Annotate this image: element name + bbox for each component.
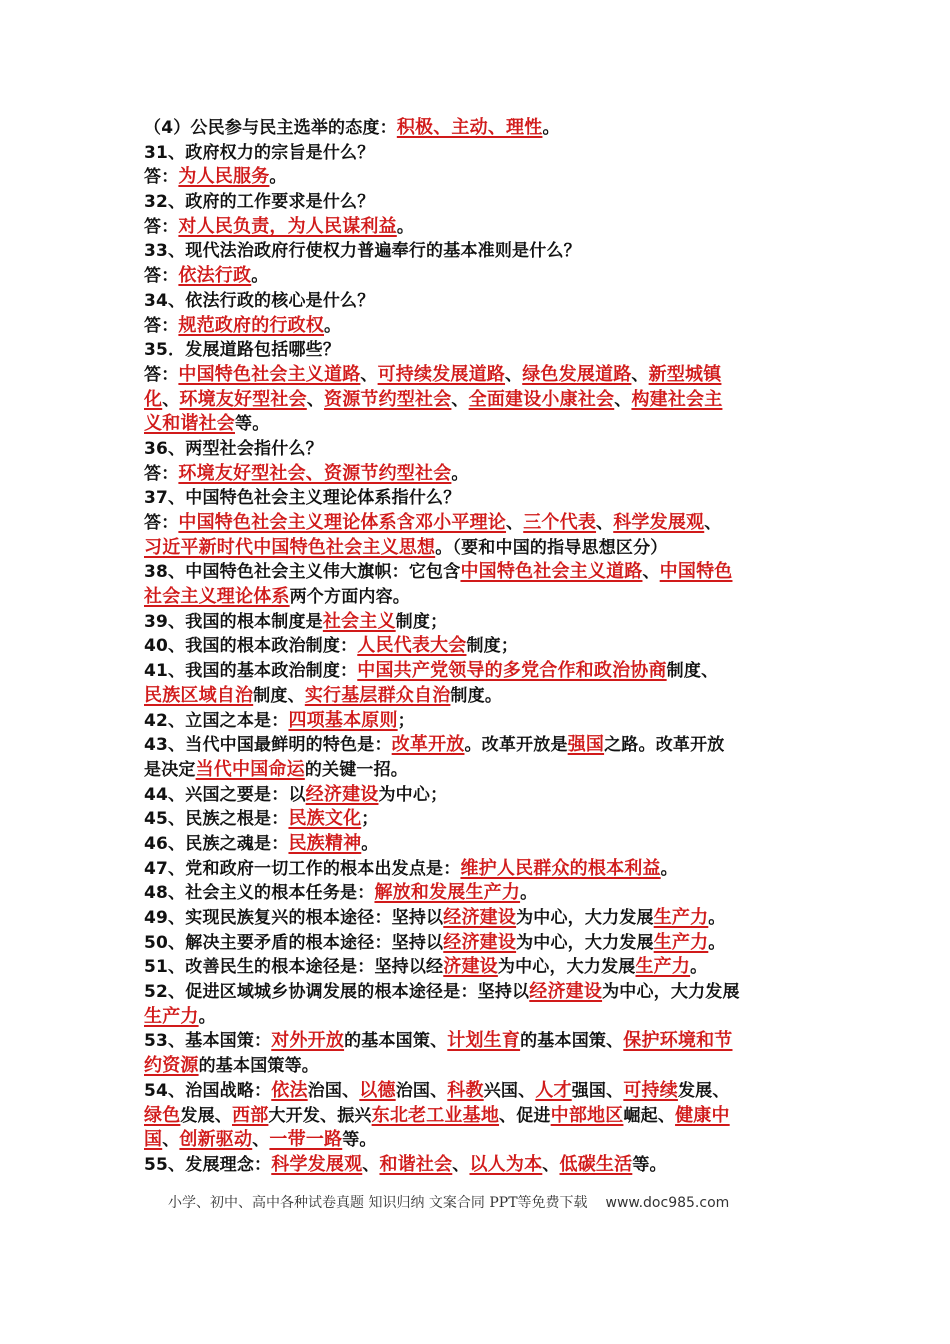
text-line <box>144 931 824 956</box>
text-line <box>144 832 824 857</box>
plain-text: 的基本国策等。 <box>198 1056 320 1077</box>
footer-text: 小学、初中、高中各种试卷真题 知识归纳 文案合同 PPT等免费下载 <box>168 1195 588 1211</box>
answer-text: 国 <box>144 1129 163 1151</box>
plain-text: 、 <box>306 389 325 410</box>
answer-text: 规范政府的行政权 <box>178 314 325 336</box>
plain-text: 。 <box>396 216 415 237</box>
answer-text: 以德 <box>359 1079 396 1101</box>
answer-text: 中国特色社会主义道路 <box>178 363 361 385</box>
plain-text: 答： <box>144 266 179 287</box>
text-line <box>144 363 824 388</box>
plain-text: 。 <box>198 1006 216 1027</box>
page-footer <box>168 1192 729 1212</box>
plain-text: 、 <box>642 562 660 583</box>
text-line <box>144 165 824 190</box>
answer-text: 依法行政 <box>178 265 252 287</box>
answer-text: 四项基本原则 <box>288 709 398 731</box>
plain-text: 、 <box>451 389 469 410</box>
answer-text: 东北老工业基地 <box>371 1104 500 1126</box>
answer-text: 经济建设 <box>305 783 379 805</box>
answer-text: 中部地区 <box>550 1104 624 1126</box>
plain-text: ； <box>397 710 415 731</box>
answer-text: 实行基层群众自治 <box>304 684 451 706</box>
plain-text: 、 <box>596 513 614 533</box>
plain-text: 、 <box>362 1154 380 1175</box>
plain-text: 制度、 <box>253 685 305 706</box>
plain-text: 35．发展道路包括哪些？ <box>144 340 341 361</box>
text-line <box>144 1104 824 1129</box>
plain-text: 、 <box>614 389 632 410</box>
plain-text: 32、政府的工作要求是什么？ <box>144 192 375 213</box>
text-line <box>144 239 824 264</box>
footer-site: www.doc985.com <box>605 1195 730 1211</box>
answer-text: 低碳生活 <box>559 1153 633 1175</box>
plain-text: ； <box>361 809 379 830</box>
plain-text: 等。 <box>342 1130 377 1151</box>
answer-text: 经济建设 <box>443 931 517 953</box>
answer-text: 全面建设小康社会 <box>468 388 615 410</box>
plain-text: 。 <box>269 167 287 188</box>
plain-text: 。 <box>708 908 726 928</box>
text-line <box>144 585 824 610</box>
plain-text: 答： <box>144 513 179 533</box>
plain-text: 52、促进区域城乡协调发展的根本途径是：坚持以 <box>144 982 530 1003</box>
plain-text: 、 <box>252 1130 270 1151</box>
plain-text: 发展、 <box>180 1105 233 1126</box>
plain-text: 、促进 <box>499 1105 551 1126</box>
answer-text: 计划生育 <box>447 1030 521 1052</box>
plain-text: 43、当代中国最鲜明的特色是： <box>144 735 392 756</box>
plain-text: 。 <box>251 266 269 287</box>
plain-text: 。 <box>324 315 342 336</box>
text-line <box>144 486 824 511</box>
plain-text: 的基本国策、 <box>344 1031 448 1052</box>
text-line <box>144 1029 824 1054</box>
answer-text: 中国共产党领导的多党合作和政治协商 <box>357 660 667 682</box>
answer-text: 社会主义理论体系 <box>144 586 290 608</box>
text-line <box>144 190 824 215</box>
answer-text: 中国特色 <box>659 561 733 583</box>
plain-text: 39、我国的根本制度是 <box>144 611 323 632</box>
plain-text: 为中心，大力发展 <box>516 932 654 953</box>
plain-text: 。 <box>708 932 726 953</box>
text-line <box>144 659 824 684</box>
plain-text: 为中心； <box>378 784 448 805</box>
answer-text: 解放和发展生产力 <box>374 882 521 904</box>
plain-text: 、 <box>542 1154 560 1175</box>
plain-text: 。 <box>690 957 708 978</box>
answer-text: 民族文化 <box>288 808 362 830</box>
plain-text: 53、基本国策： <box>144 1031 272 1052</box>
plain-text: 55、发展理念： <box>144 1154 272 1175</box>
plain-text: 49、实现民族复兴的根本途径：坚持以 <box>144 908 444 928</box>
plain-text: 37、中国特色社会主义理论体系指什么？ <box>144 488 461 509</box>
plain-text: 34、依法行政的核心是什么？ <box>144 290 375 311</box>
answer-text: 强国 <box>567 734 605 756</box>
plain-text: 38、中国特色社会主义伟大旗帜：它包含 <box>144 562 461 583</box>
plain-text: 为中心，大力发展 <box>602 982 740 1003</box>
plain-text: 。 <box>451 463 469 484</box>
text-line <box>144 1005 824 1030</box>
text-line <box>144 388 824 413</box>
plain-text: 33、现代法治政府行使权力普遍奉行的基本准则是什么？ <box>144 241 581 262</box>
answer-text: 约资源 <box>144 1055 199 1077</box>
text-line <box>144 536 824 561</box>
plain-text: 答： <box>144 463 179 484</box>
answer-text: 改革开放 <box>391 734 465 756</box>
text-line <box>144 634 824 659</box>
plain-text: 、 <box>506 513 524 533</box>
answer-text: 绿色发展道路 <box>522 363 632 385</box>
text-line <box>144 906 824 931</box>
answer-text: 化 <box>144 388 163 410</box>
plain-text: 崛起、 <box>623 1105 676 1126</box>
answer-text: 生产力 <box>653 931 709 953</box>
text-line <box>144 610 824 635</box>
text-line <box>144 1128 824 1153</box>
answer-text: 构建社会主 <box>631 388 723 410</box>
plain-text: 、 <box>162 1130 180 1151</box>
answer-text: 中国特色社会主义理论体系含邓小平理论 <box>178 512 507 533</box>
plain-text: 制度、 <box>666 661 719 682</box>
answer-text: 三个代表 <box>523 512 597 533</box>
text-line <box>144 955 824 980</box>
answer-text: 对人民负责，为人民谋利益 <box>178 215 397 237</box>
plain-text: 。 <box>542 118 560 138</box>
text-line <box>144 733 824 758</box>
text-line <box>144 215 824 240</box>
plain-text: 治国、 <box>307 1080 360 1101</box>
plain-text: 、 <box>505 364 523 385</box>
plain-text: 兴国、 <box>483 1080 536 1101</box>
plain-text: 答： <box>144 364 179 385</box>
plain-text: （4）公民参与民主选举的态度： <box>144 118 397 138</box>
answer-text: 中国特色社会主义道路 <box>460 561 643 583</box>
text-line <box>144 1079 824 1104</box>
document-body <box>144 116 824 1178</box>
plain-text: 两个方面内容。 <box>289 587 411 608</box>
answer-text: 生产力 <box>635 956 691 978</box>
text-line <box>144 1153 824 1178</box>
answer-text: 科学发展观 <box>613 512 705 533</box>
answer-text: 人才 <box>535 1079 572 1101</box>
plain-text: 答： <box>144 167 179 188</box>
text-line <box>144 412 824 437</box>
answer-text: 为人民服务 <box>178 166 270 188</box>
plain-text: 。（要和中国的指导思想区分） <box>435 537 668 558</box>
answer-text: 科学发展观 <box>271 1153 363 1175</box>
plain-text: 。 <box>660 858 678 879</box>
answer-text: 义和谐社会 <box>144 413 235 435</box>
answer-text: 新型城镇 <box>648 363 722 385</box>
plain-text: 、 <box>631 364 649 385</box>
plain-text: 31、政府权力的宗旨是什么？ <box>144 142 375 163</box>
text-line <box>144 314 824 339</box>
plain-text: 大开发、振兴 <box>268 1105 372 1126</box>
answer-text: 科教 <box>447 1079 484 1101</box>
plain-text: 、 <box>162 389 180 410</box>
plain-text: 50、解决主要矛盾的根本途径：坚持以 <box>144 932 444 953</box>
answer-text: 习近平新时代中国特色社会主义思想 <box>144 536 436 558</box>
text-line <box>144 684 824 709</box>
answer-text: 对外开放 <box>271 1030 345 1052</box>
plain-text: 48、社会主义的根本任务是： <box>144 883 375 904</box>
answer-text: 资源节约型社会 <box>324 388 452 410</box>
plain-text: 51、改善民生的根本途径是：坚持以经 <box>144 957 444 978</box>
text-line <box>144 141 824 166</box>
plain-text: 答： <box>144 315 179 336</box>
text-line <box>144 807 824 832</box>
answer-text: 生产力 <box>144 1005 199 1027</box>
text-line <box>144 116 824 141</box>
answer-text: 保护环境和节 <box>623 1030 733 1052</box>
plain-text: 36、两型社会指什么？ <box>144 438 323 459</box>
text-line <box>144 338 824 363</box>
answer-text: 一带一路 <box>269 1129 343 1151</box>
plain-text: 、 <box>452 1154 470 1175</box>
plain-text: 47、党和政府一切工作的根本出发点是： <box>144 858 461 879</box>
answer-text: 社会主义 <box>322 610 396 632</box>
plain-text: 制度； <box>395 611 448 632</box>
text-line <box>144 709 824 734</box>
plain-text: 、 <box>360 364 378 385</box>
plain-text: 之路。改革开放 <box>604 735 725 756</box>
answer-text: 以人为本 <box>469 1153 543 1175</box>
plain-text: 制度； <box>466 636 519 657</box>
answer-text: 生产力 <box>653 907 709 928</box>
answer-text: 人民代表大会 <box>357 635 467 657</box>
plain-text: 为中心，大力发展 <box>497 957 636 978</box>
plain-text: 、 <box>704 513 722 533</box>
plain-text: 的关键一招。 <box>304 759 409 780</box>
answer-text: 可持续发展道路 <box>377 363 506 385</box>
answer-text: 维护人民群众的根本利益 <box>460 857 661 879</box>
plain-text: 等。 <box>235 414 270 435</box>
plain-text: 。改革开放是 <box>464 735 568 756</box>
text-line <box>144 758 824 783</box>
plain-text: 制度。 <box>450 685 503 706</box>
plain-text: 等。 <box>632 1154 667 1175</box>
answer-text: 民族区域自治 <box>144 684 254 706</box>
text-line <box>144 264 824 289</box>
answer-text: 济建设 <box>443 956 498 978</box>
plain-text: 为中心，大力发展 <box>516 908 654 928</box>
plain-text: 45、民族之根是： <box>144 809 289 830</box>
text-line <box>144 437 824 462</box>
answer-text: 健康中 <box>675 1104 730 1126</box>
answer-text: 经济建设 <box>443 907 517 928</box>
answer-text: 西部 <box>232 1104 269 1126</box>
plain-text: 44、兴国之要是：以 <box>144 784 306 805</box>
text-line <box>144 783 824 808</box>
answer-text: 当代中国命运 <box>195 758 305 780</box>
plain-text: 42、立国之本是： <box>144 710 289 731</box>
plain-text: 。 <box>361 833 379 854</box>
answer-text: 和谐社会 <box>379 1153 453 1175</box>
plain-text: 治国、 <box>395 1080 448 1101</box>
answer-text: 依法 <box>271 1079 308 1101</box>
answer-text: 绿色 <box>144 1104 181 1126</box>
plain-text: 答： <box>144 216 179 237</box>
answer-text: 民族精神 <box>288 832 362 854</box>
answer-text: 积极、主动、理性 <box>396 117 543 138</box>
text-line <box>144 289 824 314</box>
text-line <box>144 560 824 585</box>
answer-text: 创新驱动 <box>179 1129 253 1151</box>
plain-text: 40、我国的根本政治制度： <box>144 636 358 657</box>
text-line <box>144 980 824 1005</box>
plain-text: 发展、 <box>677 1080 730 1101</box>
answer-text: 环境友好型社会、资源节约型社会 <box>178 462 452 484</box>
text-line <box>144 511 824 536</box>
text-line <box>144 1054 824 1079</box>
answer-text: 可持续 <box>623 1079 678 1101</box>
text-line <box>144 857 824 882</box>
text-line <box>144 462 824 487</box>
plain-text: 54、治国战略： <box>144 1080 272 1101</box>
plain-text: 是决定 <box>144 759 196 780</box>
plain-text: 46、民族之魂是： <box>144 833 289 854</box>
plain-text: 强国、 <box>571 1080 624 1101</box>
plain-text: 。 <box>520 883 538 904</box>
answer-text: 环境友好型社会 <box>179 388 307 410</box>
plain-text: 的基本国策、 <box>520 1031 624 1052</box>
answer-text: 经济建设 <box>529 981 603 1003</box>
text-line <box>144 881 824 906</box>
plain-text: 41、我国的基本政治制度： <box>144 661 358 682</box>
